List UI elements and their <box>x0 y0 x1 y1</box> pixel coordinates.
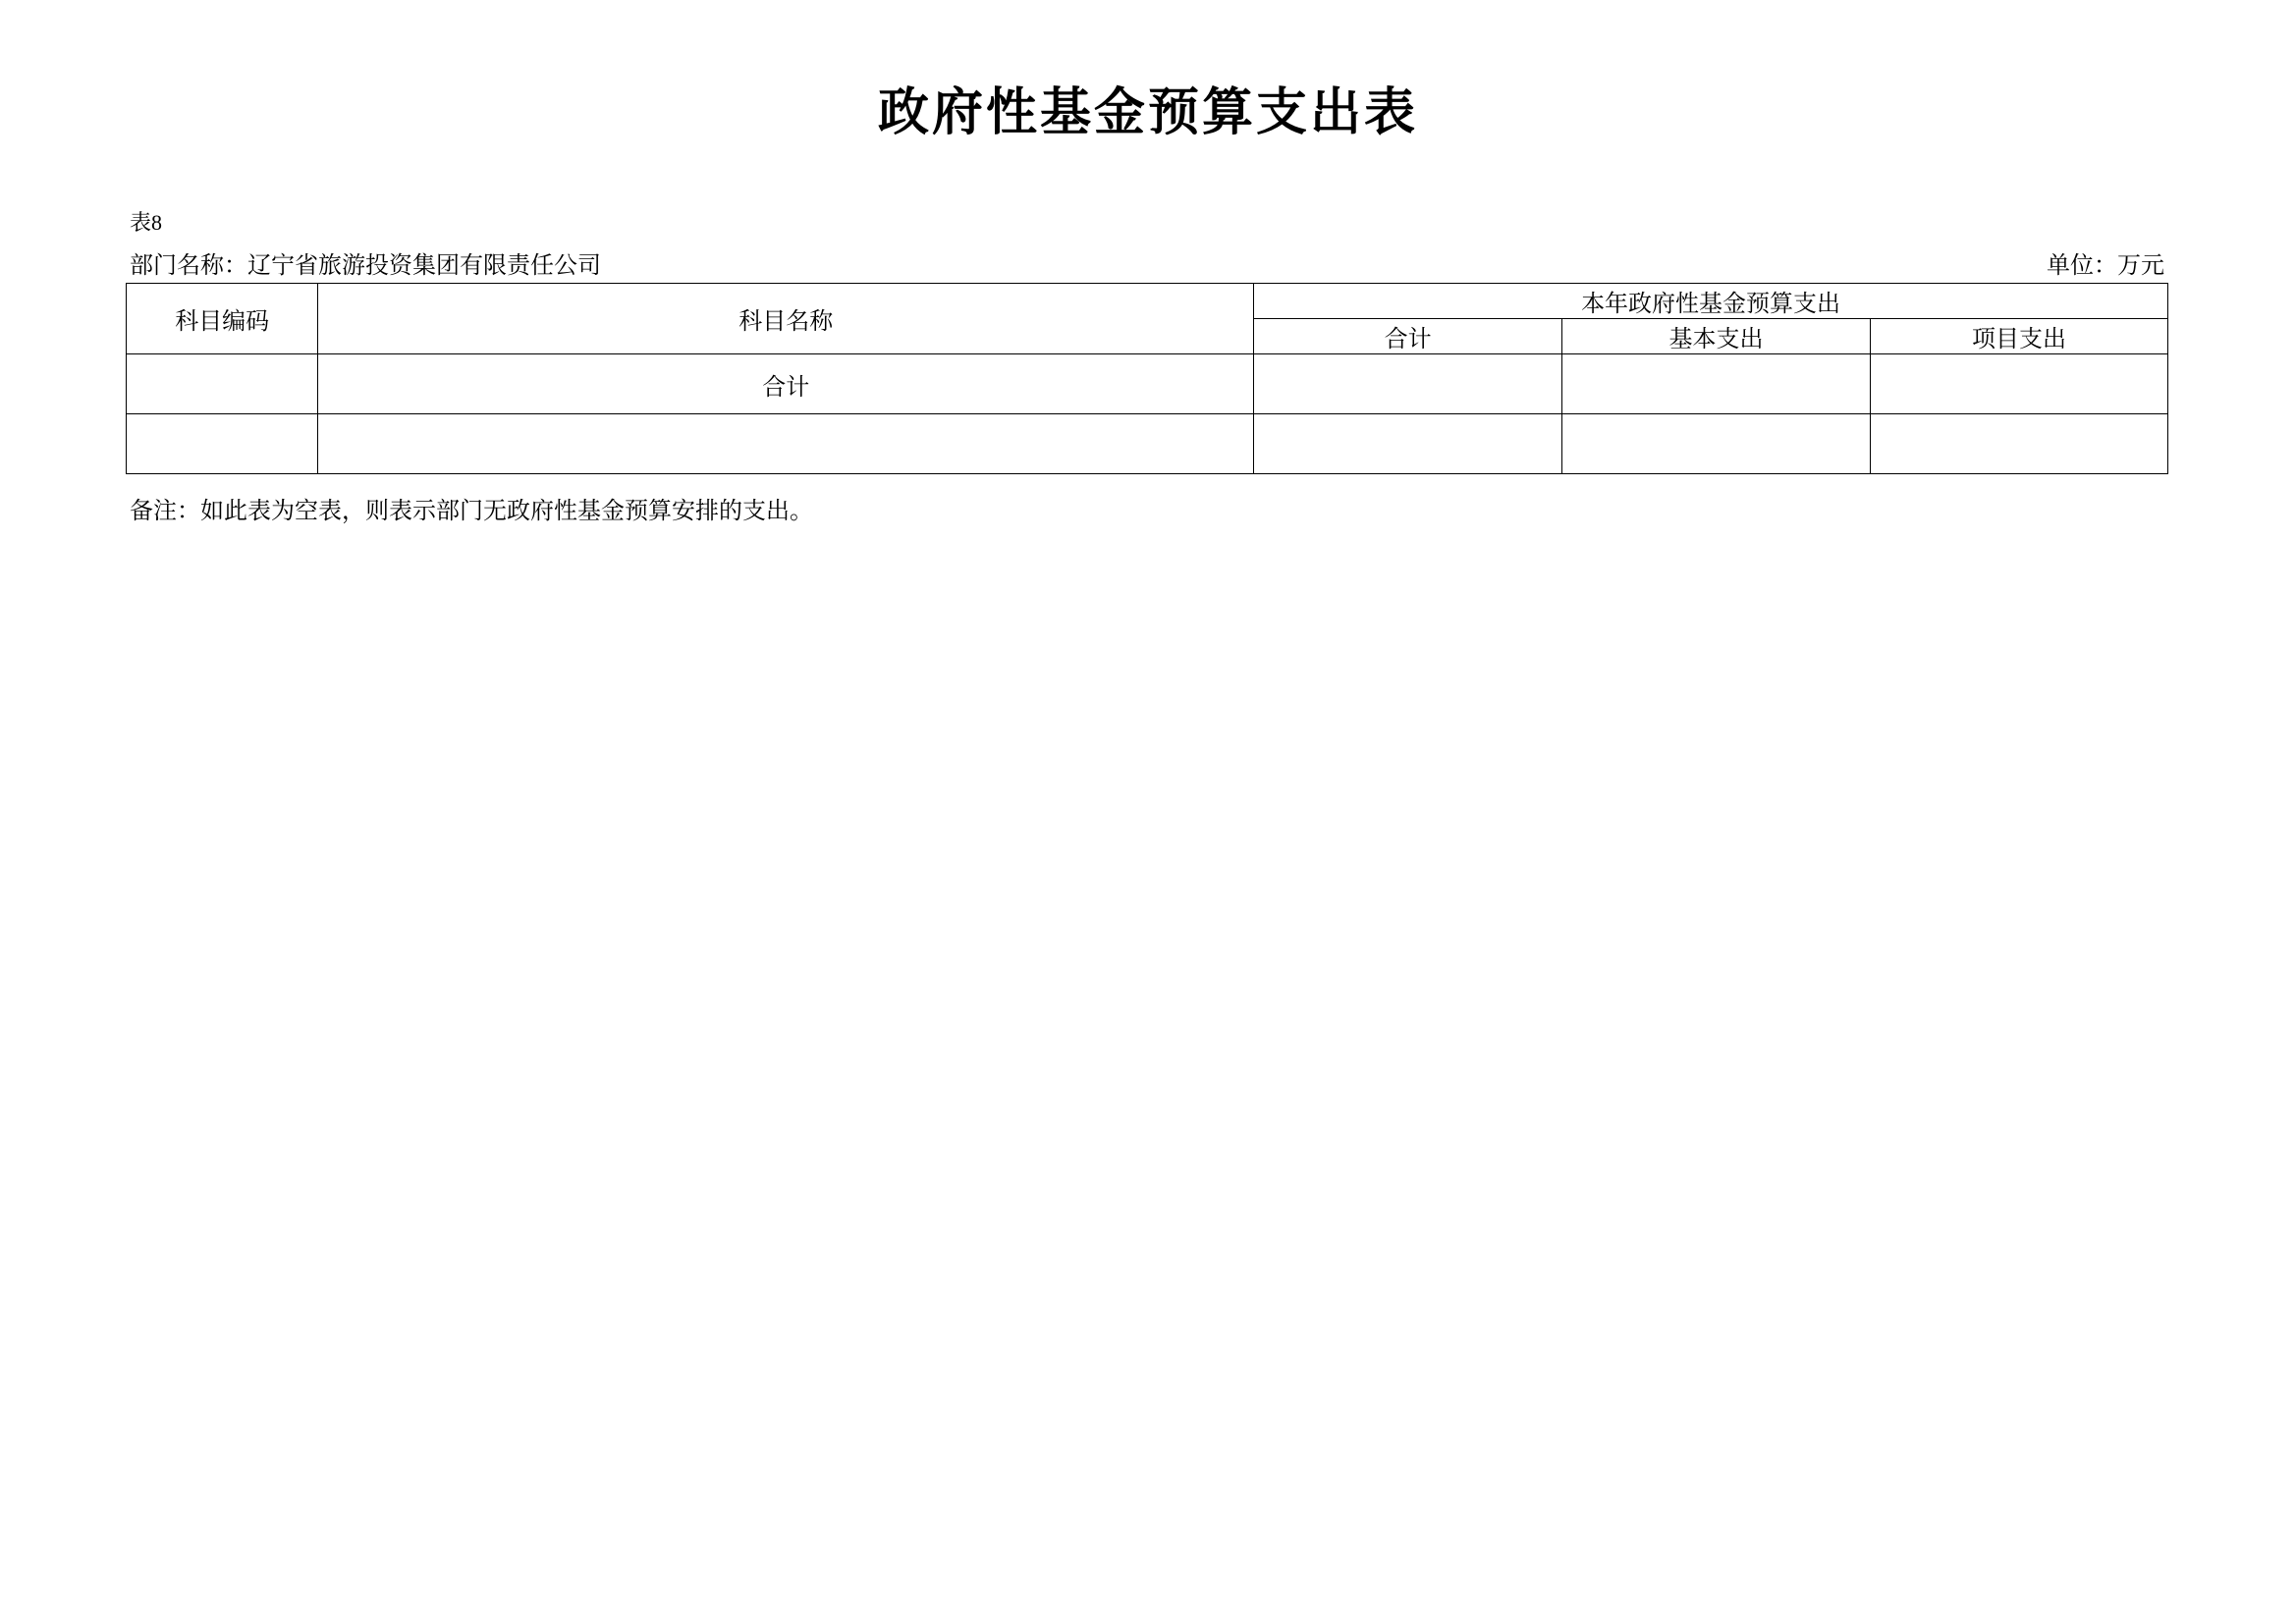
cell-code <box>127 354 318 414</box>
cell-name: 合计 <box>318 354 1254 414</box>
table-row <box>127 354 2168 414</box>
department-label: 部门名称： <box>130 253 247 279</box>
cell-total <box>1254 414 1562 474</box>
department-info <box>130 245 601 280</box>
department-name: 辽宁省旅游投资集团有限责任公司 <box>247 253 601 279</box>
cell-basic <box>1562 354 1871 414</box>
header-cell-code: 科目编码 <box>127 284 318 354</box>
header-cell-group: 本年政府性基金预算支出 <box>1254 284 2168 319</box>
cell-project <box>1870 414 2167 474</box>
header-cell-name: 科目名称 <box>318 284 1254 354</box>
table-row <box>127 414 2168 474</box>
unit-label: 单位：万元 <box>2047 253 2164 279</box>
table-header-row-1 <box>127 284 2168 319</box>
cell-total <box>1254 354 1562 414</box>
cell-code <box>127 414 318 474</box>
page-title: 政府性基金预算支出表 <box>877 85 1418 141</box>
header-cell-project: 项目支出 <box>1870 319 2167 354</box>
table-note: 备注：如此表为空表，则表示部门无政府性基金预算安排的支出。 <box>130 499 813 524</box>
cell-project <box>1870 354 2167 414</box>
table-number-label: 表8 <box>130 210 163 235</box>
header-cell-total: 合计 <box>1254 319 1562 354</box>
meta-row <box>130 245 2164 280</box>
budget-table <box>126 283 2168 474</box>
cell-name <box>318 414 1254 474</box>
cell-basic <box>1562 414 1871 474</box>
header-cell-basic: 基本支出 <box>1562 319 1871 354</box>
